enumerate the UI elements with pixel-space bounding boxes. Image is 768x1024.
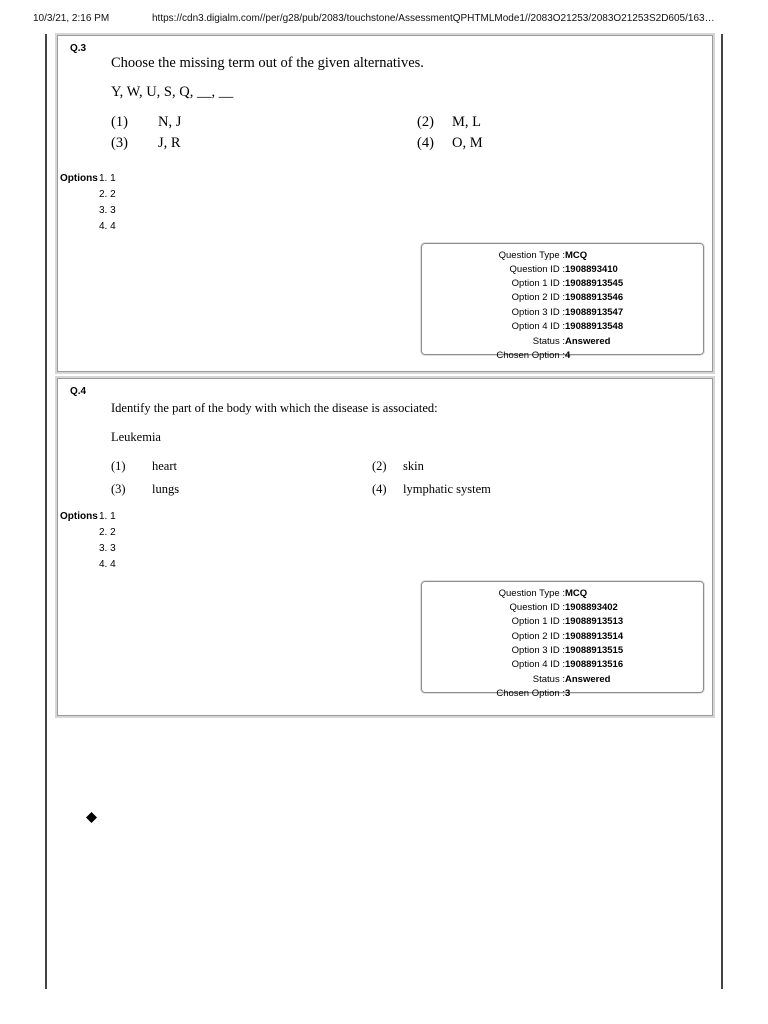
question-panel-q3	[57, 35, 713, 372]
choice-2	[417, 114, 481, 131]
meta-value: Answered	[565, 336, 611, 347]
meta-value: 1908893410	[565, 264, 618, 275]
meta-row	[422, 631, 703, 645]
meta-row	[422, 278, 703, 292]
choice-4	[417, 135, 483, 152]
option-item: 3. 3	[99, 543, 116, 554]
option-item: 3. 3	[99, 205, 116, 216]
meta-row	[422, 264, 703, 278]
choice-number: (4)	[372, 482, 387, 496]
question-meta-box	[421, 243, 704, 361]
choice-1	[111, 459, 177, 474]
page-border-right	[721, 34, 723, 989]
choice-number: (1)	[111, 114, 128, 130]
choice-text: N, J	[158, 114, 182, 130]
choice-number: (4)	[417, 135, 434, 151]
meta-row	[422, 307, 703, 321]
choice-text: J, R	[158, 135, 181, 151]
choice-1	[111, 114, 181, 131]
choice-text: M, L	[452, 114, 481, 130]
choice-text: lungs	[152, 482, 180, 496]
choice-number: (2)	[417, 114, 434, 130]
option-item: 4. 4	[99, 559, 116, 570]
meta-row	[422, 659, 703, 673]
choice-number: (2)	[372, 459, 387, 473]
option-item: 4. 4	[99, 221, 116, 232]
meta-key: Chosen Option :	[496, 688, 565, 699]
choice-text: lymphatic system	[403, 482, 491, 496]
question-sequence: Leukemia	[111, 430, 161, 444]
print-url: https://cdn3.digialm.com//per/g28/pub/2083/touchstone/AssessmentQPHTMLMode1//2083O21253/2083O21253S2D605/163…	[152, 13, 715, 24]
question-stem: Choose the missing term out of the given alternatives.	[111, 55, 424, 71]
meta-row	[422, 674, 703, 688]
meta-value: MCQ	[565, 588, 588, 599]
meta-key: Option 1 ID :	[511, 616, 565, 627]
meta-value: 4	[565, 350, 571, 361]
meta-row	[422, 688, 703, 702]
meta-row	[422, 321, 703, 335]
meta-row	[422, 336, 703, 350]
question-panel-q4	[57, 378, 713, 716]
question-sequence: Y, W, U, S, Q, __, __	[111, 84, 234, 100]
option-item: 1. 1	[99, 173, 116, 184]
meta-row	[422, 616, 703, 630]
meta-key: Status :	[532, 674, 565, 685]
meta-row	[422, 350, 703, 364]
question-stem: Identify the part of the body with which the disease is associated:	[111, 401, 438, 415]
meta-value: 19088913515	[565, 645, 624, 656]
options-label: Options	[60, 511, 98, 522]
meta-value: 19088913547	[565, 307, 624, 318]
meta-value: 3	[565, 688, 571, 699]
question-number: Q.3	[70, 43, 87, 54]
option-item: 2. 2	[99, 189, 116, 200]
choice-text: O, M	[452, 135, 483, 151]
meta-value: 19088913513	[565, 616, 624, 627]
option-item: 2. 2	[99, 527, 116, 538]
meta-key: Chosen Option :	[496, 350, 565, 361]
meta-key: Option 4 ID :	[511, 321, 565, 332]
meta-value: 19088913548	[565, 321, 624, 332]
meta-key: Option 3 ID :	[511, 307, 565, 318]
meta-row	[422, 292, 703, 306]
meta-key: Option 2 ID :	[511, 292, 565, 303]
meta-value: 19088913546	[565, 292, 624, 303]
choice-4	[372, 482, 491, 497]
meta-key: Option 4 ID :	[511, 659, 565, 670]
choice-number: (3)	[111, 482, 126, 496]
choice-text: heart	[152, 459, 177, 473]
meta-key: Question ID :	[509, 264, 565, 275]
meta-value: Answered	[565, 674, 611, 685]
print-datetime: 10/3/21, 2:16 PM	[33, 13, 110, 24]
meta-key: Question Type :	[498, 250, 565, 261]
diamond-bullet-icon	[86, 812, 97, 823]
meta-value: MCQ	[565, 250, 588, 261]
choice-number: (1)	[111, 459, 126, 473]
question-number: Q.4	[70, 386, 87, 397]
choice-3	[111, 135, 181, 152]
meta-key: Option 1 ID :	[511, 278, 565, 289]
meta-value: 19088913514	[565, 631, 624, 642]
meta-key: Option 3 ID :	[511, 645, 565, 656]
meta-key: Option 2 ID :	[511, 631, 565, 642]
meta-key: Question Type :	[498, 588, 565, 599]
question-meta-box	[421, 581, 704, 699]
choice-number: (3)	[111, 135, 128, 151]
meta-row	[422, 645, 703, 659]
choice-3	[111, 482, 179, 497]
meta-row	[422, 602, 703, 616]
option-item: 1. 1	[99, 511, 116, 522]
options-label: Options	[60, 173, 98, 184]
meta-value: 19088913516	[565, 659, 624, 670]
choice-2	[372, 459, 424, 474]
meta-row	[422, 588, 703, 602]
meta-row	[422, 250, 703, 264]
meta-value: 19088913545	[565, 278, 624, 289]
meta-key: Status :	[532, 336, 565, 347]
page-border-left	[45, 34, 47, 989]
meta-key: Question ID :	[509, 602, 565, 613]
meta-value: 1908893402	[565, 602, 618, 613]
choice-text: skin	[403, 459, 424, 473]
